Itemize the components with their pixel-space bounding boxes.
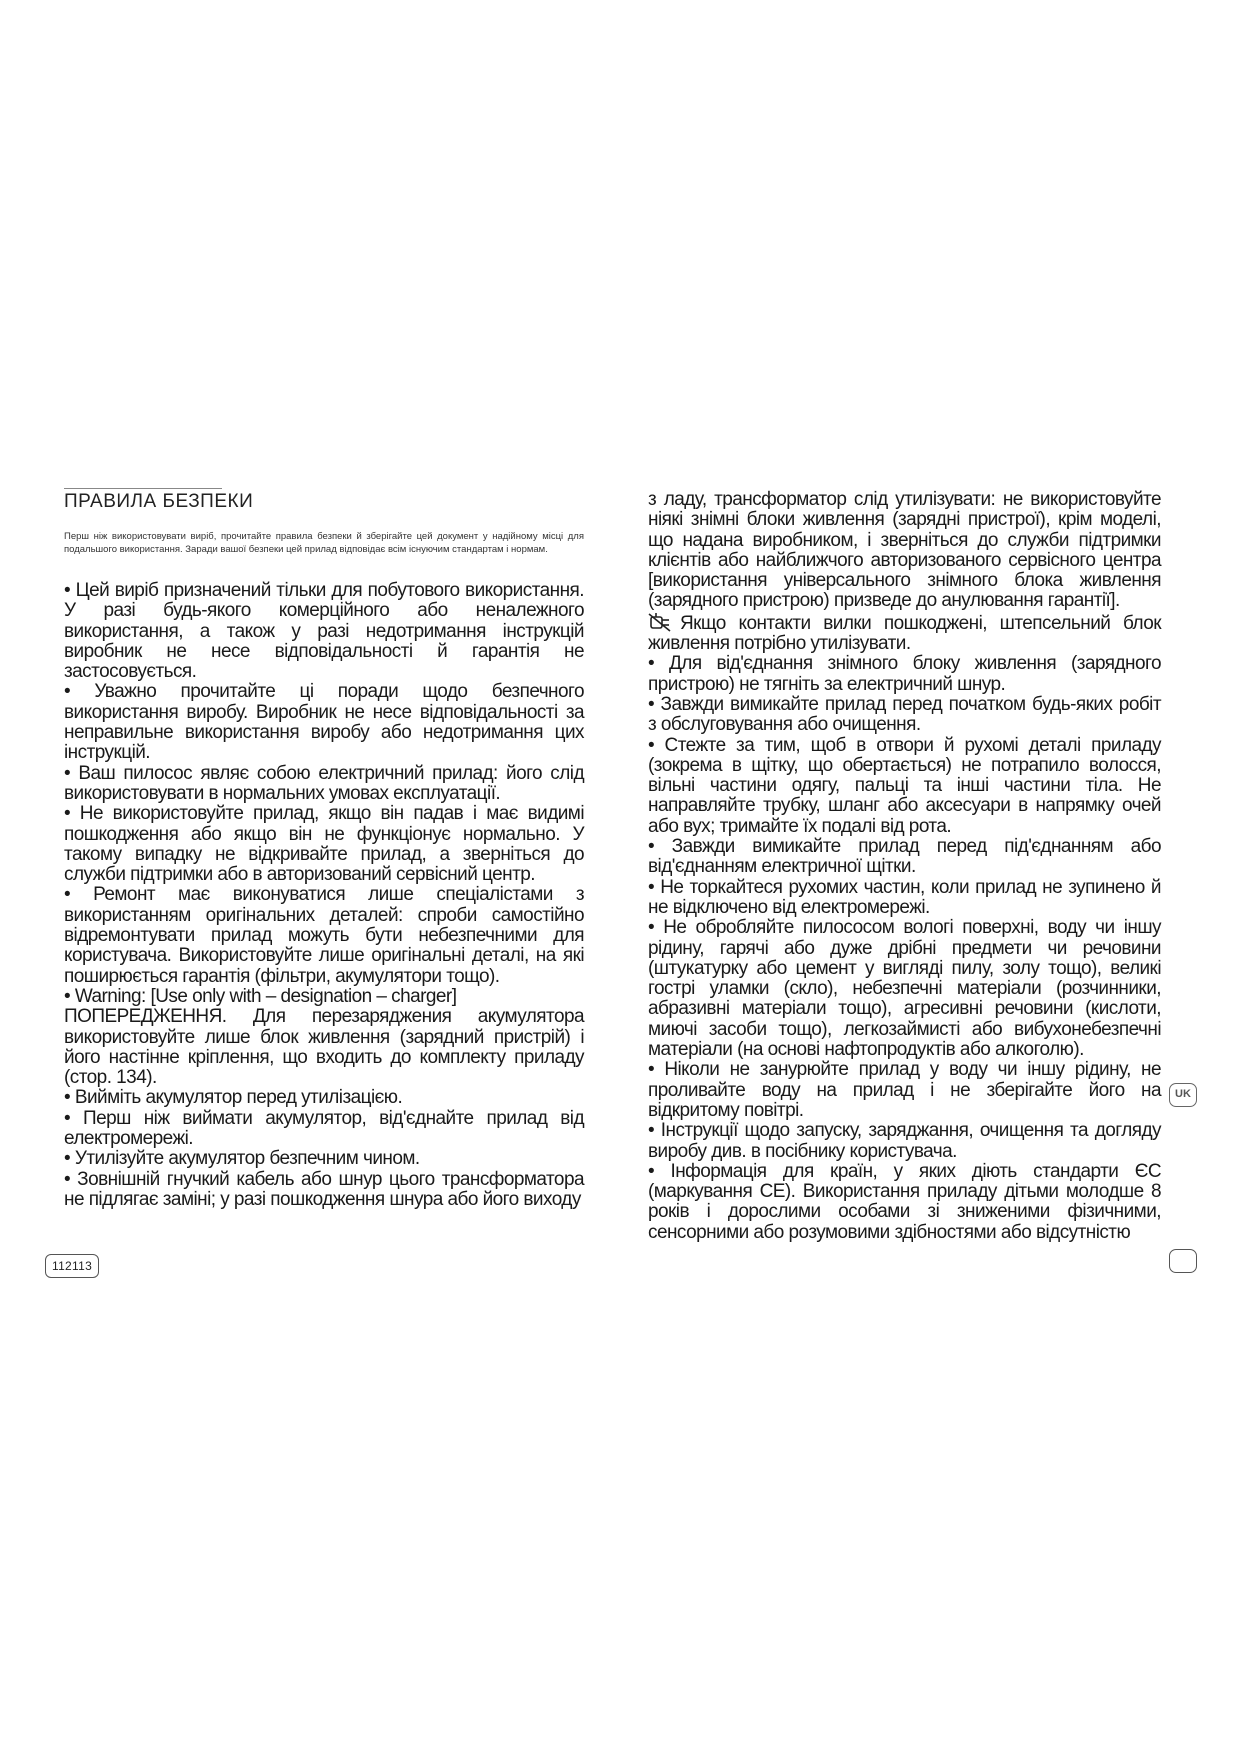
intro-text: Перш ніж використовувати виріб, прочитайте правила безпеки й зберігайте цей документ у надійному місці для подальшого використання. Заради вашої безпеки цей прилад відповідає всім існуючим стандартам і нормам. (64, 531, 584, 555)
paragraph: • Warning: [Use only with – designation – charger] (64, 985, 457, 1007)
paragraph: • Ніколи не занурюйте прилад у воду чи іншу рідину, не проливайте воду на прилад і не зберігайте його на відкритому повітрі. (648, 1059, 1161, 1121)
paragraph: • Утилізуйте акумулятор безпечним чином. (64, 1148, 420, 1170)
paragraph: • Стежте за тим, щоб в отвори й рухомі деталі приладу (зокрема в щітку, що обертається) не потрапило волосся, вільні частини одягу, пальці та інші частини тіла. Не направляйте трубку, шланг або аксесуари в напрямку очей або вух; тримайте їх подалі від рота. (648, 734, 1161, 837)
left-column (64, 488, 584, 1210)
language-badge: UK (1169, 1083, 1197, 1107)
icon-paragraph-text: Якщо контакти вилки пошкоджені, штепсельний блок живлення потрібно утилізувати. (648, 612, 1161, 655)
paragraph: • Зовнішній гнучкий кабель або шнур цього трансформатора не підлягає заміні; у разі пошкодження шнура або його виходу (64, 1168, 584, 1210)
damaged-plug-icon (648, 612, 674, 632)
paragraph: • Ремонт має виконуватися лише спеціалістами з використанням оригінальних деталей: спроби самостійно відремонтувати прилад можуть бути небезпечними для користувача. Використовуйте лише оригінальні деталі, на які поширюється гарантія (фільтри, акумулятори тощо). (64, 884, 584, 987)
paragraph: • Завжди вимикайте прилад перед початком будь-яких робіт з обслуговування або очищення. (648, 693, 1161, 736)
paragraph: ПОПЕРЕДЖЕННЯ. Для перезаряджения акумулятора використовуйте лише блок живлення (зарядний пристрій) і його настінне кріплення, що входить до комплекту приладу (стор. 134). (64, 1006, 584, 1089)
paragraph: • Вийміть акумулятор перед утилізацією. (64, 1087, 403, 1109)
paragraph: • Не торкайтеся рухомих частин, коли прилад не зупинено й не відключено від електромережі. (648, 876, 1161, 918)
left-body (64, 581, 584, 1210)
page-number: 112113 (45, 1254, 99, 1278)
paragraph: • Інструкції щодо запуску, заряджання, очищення та догляду виробу див. в посібнику користувача. (648, 1120, 1161, 1162)
paragraph: • Завжди вимикайте прилад перед під'єднанням або від'єднанням електричної щітки. (648, 836, 1161, 878)
right-body (648, 490, 1161, 1243)
paragraph: • Ваш пилосос являє собою електричний прилад: його слід використовувати в нормальних умовах експлуатації. (64, 762, 584, 804)
section-title: ПРАВИЛА БЕЗПЕКИ (64, 488, 222, 513)
paragraph: • Уважно прочитайте ці поради щодо безпечного використання виробу. Виробник не несе відповідальності за неправильне використання виробу або недотримання цих інструкцій. (64, 681, 584, 764)
paragraph: з ладу, трансформатор слід утилізувати: не використовуйте ніякі знімні блоки живлення (зарядні пристрої), крім моделі, що надана виробником, і зверніться до служби підтримки клієнтів або найближчого авторизованого сервісного центра [використання універсального знімного блока живлення (зарядного пристрою) призведе до анулювання гарантії]. (648, 489, 1161, 612)
paragraph: • Перш ніж виймати акумулятор, від'єднайте прилад від електромережі. (64, 1107, 584, 1150)
paragraph: • Цей виріб призначений тільки для побутового використання. У разі будь-якого комерційного або неналежного використання, а також у разі недотримання інструкцій виробник не несе відповідальності й гарантія не застосовується. (64, 580, 584, 683)
icon-paragraph (648, 612, 1161, 655)
paragraph: • Не обробляйте пилососом вологі поверхні, воду чи іншу рідину, гарячі або дуже дрібні предмети чи речовини (штукатурку або цемент у вигляді пилу, золу тощо), великі гострі уламки (скло), небезпечні матеріали (розчинники, абразивні матеріали тощо), агресивні речовини (кислоти, миючі засоби тощо), легкозаймисті або вибухонебезпечні матеріали (на основі нафтопродуктів або алкоголю). (648, 917, 1161, 1061)
page-tab-box (1169, 1249, 1197, 1273)
paragraph: • Для від'єднання знімного блоку живлення (зарядного пристрою) не тягніть за електричний шнур. (648, 653, 1161, 695)
right-column (648, 490, 1161, 1243)
paragraph: • Не використовуйте прилад, якщо він падав і має видимі пошкодження або якщо він не функціонує нормально. У такому випадку не відкривайте прилад, а зверніться до служби підтримки або в авторизований сервісний центр. (64, 803, 584, 886)
paragraph: • Інформація для країн, у яких діють стандарти ЄС (маркування CE). Використання приладу дітьми молодше 8 років і дорослими особами зі зниженими фізичними, сенсорними або розумовими здібностями або відсутністю (648, 1160, 1161, 1243)
